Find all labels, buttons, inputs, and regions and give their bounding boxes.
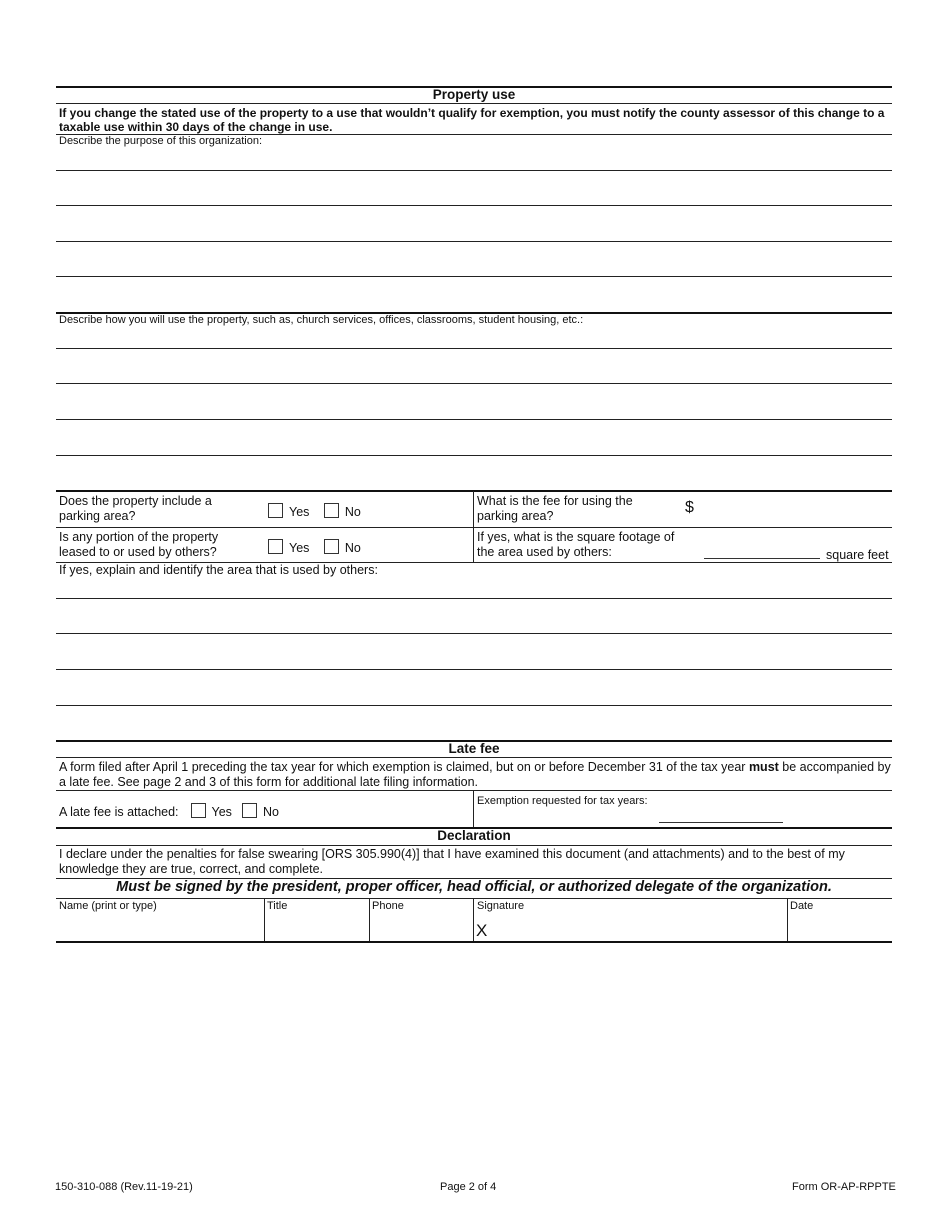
name-input[interactable]: [57, 914, 262, 939]
date-input[interactable]: [789, 914, 890, 939]
late-fee-no-option[interactable]: [242, 803, 279, 820]
use-line: [56, 455, 892, 456]
name-label: Name (print or type): [59, 900, 157, 912]
cell-divider: [369, 898, 370, 941]
explain-line: [56, 633, 892, 634]
cell-divider: [264, 898, 265, 941]
leased-no-option[interactable]: [324, 539, 361, 555]
late-fee-notice-text: be accompanied by a late fee. See page 2 and 3 of this form for additional late filing information.: [59, 760, 891, 789]
checkbox[interactable]: [268, 539, 283, 554]
cell-divider: [473, 898, 474, 941]
declaration-end-rule: [56, 941, 892, 943]
explain-line: [56, 598, 892, 599]
use-input-area[interactable]: [56, 330, 892, 490]
purpose-line: [56, 205, 892, 206]
signature-input[interactable]: [494, 914, 784, 939]
use-line: [56, 419, 892, 420]
late-fee-attached-label: A late fee is attached:: [59, 805, 179, 819]
late-fee-attached: [59, 803, 289, 820]
purpose-line: [56, 170, 892, 171]
title-input[interactable]: [266, 914, 367, 939]
explain-input-area[interactable]: [56, 580, 892, 740]
late-fee-yes-option[interactable]: [191, 803, 232, 820]
no-label: No: [344, 541, 361, 555]
purpose-line: [56, 241, 892, 242]
leased-options: [268, 539, 371, 557]
no-label: No: [262, 805, 279, 819]
exemption-years-input-line[interactable]: [659, 822, 783, 823]
yes-label: Yes: [289, 541, 310, 555]
use-line: [56, 383, 892, 384]
currency-symbol: $: [685, 499, 694, 516]
explain-line: [56, 669, 892, 670]
checkbox[interactable]: [242, 803, 257, 818]
checkbox[interactable]: [268, 503, 283, 518]
property-use-heading: Property use: [432, 87, 516, 102]
yes-label: Yes: [211, 805, 232, 819]
row-divider: [473, 791, 474, 827]
form-number: 150-310-088 (Rev.11-19-21): [55, 1181, 193, 1193]
late-fee-heading-rule: [56, 757, 892, 758]
parking-question: Does the property include a parking area?: [59, 494, 212, 523]
parking-fee-input[interactable]: [700, 496, 888, 524]
purpose-input-area[interactable]: [56, 136, 892, 312]
late-fee-notice: [59, 760, 891, 790]
signing-instruction: Must be signed by the president, proper officer, head official, or authorized delegate of the organization.: [116, 879, 832, 895]
declaration-statement: I declare under the penalties for false swearing [ORS 305.990(4)] that I have examined this document (and attachments) and to the best of my knowledge they are true, correct, and complete.: [59, 847, 845, 876]
form-name: Form OR-AP-RPPTE: [792, 1181, 896, 1193]
use-line: [56, 348, 892, 349]
exemption-years-label: Exemption requested for tax years:: [477, 795, 648, 807]
leased-question: Is any portion of the property leased to or used by others?: [59, 530, 219, 559]
use-end-rule: [56, 490, 892, 492]
purpose-label: Describe the purpose of this organization:: [59, 135, 263, 147]
declaration-heading: Declaration: [437, 828, 511, 843]
phone-input[interactable]: [371, 914, 471, 939]
sqft-input-line[interactable]: [704, 558, 820, 559]
explain-line: [56, 705, 892, 706]
date-label: Date: [790, 900, 814, 912]
leased-yes-option[interactable]: [268, 539, 309, 555]
signature-mark: X: [476, 921, 488, 940]
late-fee-notice-text: A form filed after April 1 preceding the tax year for which exemption is claimed, but on or before December 31 of the tax year: [59, 760, 749, 774]
parking-options: [268, 503, 371, 521]
declaration-heading-rule: [56, 845, 892, 846]
explain-label: If yes, explain and identify the area that is used by others:: [59, 563, 378, 577]
checkbox[interactable]: [324, 503, 339, 518]
late-fee-notice-emphasis: must: [748, 760, 779, 774]
parking-no-option[interactable]: [324, 503, 361, 519]
late-fee-notice-rule: [56, 790, 892, 791]
signing-instruction-rule: [56, 898, 892, 899]
checkbox[interactable]: [191, 803, 206, 818]
purpose-line: [56, 276, 892, 277]
late-fee-heading: Late fee: [448, 741, 500, 756]
property-use-notice: If you change the stated use of the property to a use that wouldn’t qualify for exemption, you must notify the county assessor of this change to a taxable use within 30 days of the change in use.: [59, 106, 885, 134]
parking-row-rule: [56, 527, 892, 528]
title-label: Title: [267, 900, 288, 912]
phone-label: Phone: [372, 900, 404, 912]
parking-yes-option[interactable]: [268, 503, 309, 519]
signature-label: Signature: [477, 900, 525, 912]
sqft-question: If yes, what is the square footage of the area used by others:: [477, 530, 675, 559]
no-label: No: [344, 505, 361, 519]
checkbox[interactable]: [324, 539, 339, 554]
use-label: Describe how you will use the property, such as, church services, offices, classrooms, student housing, etc.:: [59, 314, 584, 326]
yes-label: Yes: [289, 505, 310, 519]
sqft-unit: square feet: [826, 548, 889, 562]
heading-rule: [56, 103, 892, 104]
parking-fee-question: What is the fee for using the parking area?: [477, 494, 633, 523]
page-number: Page 2 of 4: [440, 1181, 497, 1193]
cell-divider: [787, 898, 788, 941]
